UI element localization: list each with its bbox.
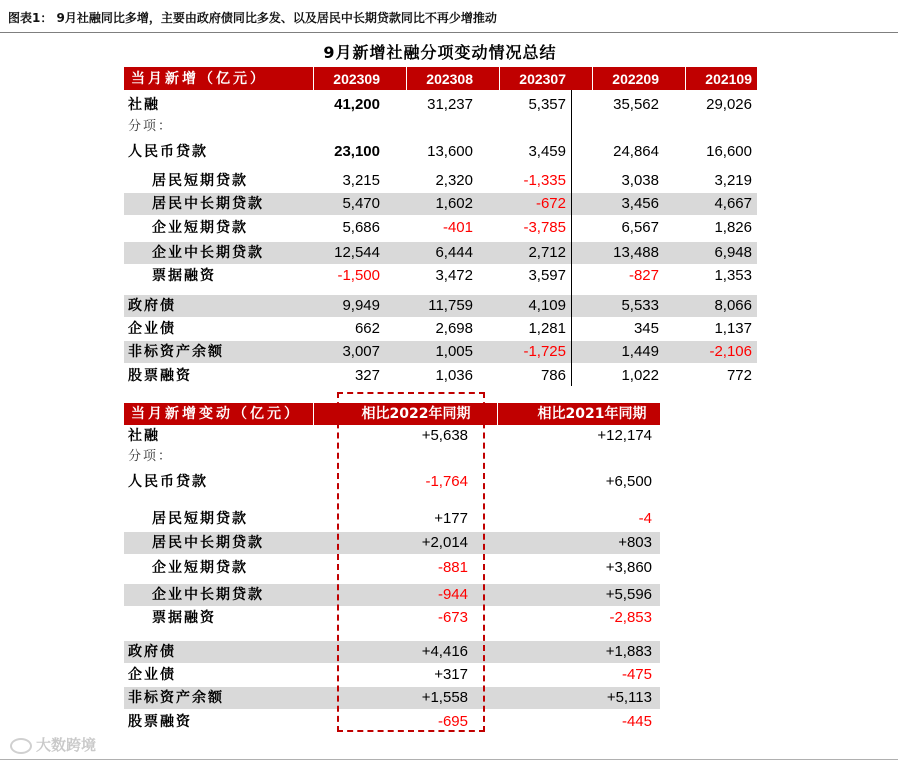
watermark [10, 734, 96, 755]
table2-cell: -881 [437, 559, 468, 576]
table1-cell: 13,488 [613, 244, 659, 261]
table1-cell: 1,036 [435, 367, 473, 384]
table2-row-label: 社融 [128, 428, 160, 444]
table1-cell: 6,444 [435, 244, 473, 261]
table1-cell: 24,864 [613, 143, 659, 160]
table1-header-separator [685, 67, 686, 90]
table1-cell: 6,948 [714, 244, 752, 261]
table2-row-label: 分项： [128, 449, 174, 464]
table1-row-label: 居民中长期贷款 [152, 196, 264, 212]
table1-cell: 1,137 [714, 320, 752, 337]
table2-row-label: 人民币贷款 [128, 474, 208, 490]
table1-cell: 3,215 [342, 172, 380, 189]
table2-cell: +177 [434, 510, 468, 527]
table1-cell: 5,686 [342, 219, 380, 236]
table1-cell: 1,602 [435, 195, 473, 212]
table1-cell: 4,667 [714, 195, 752, 212]
table1-cell: 786 [540, 367, 566, 384]
table1-cell: 1,022 [621, 367, 659, 384]
table2-row-label: 居民中长期贷款 [152, 535, 264, 551]
table1-cell: 5,470 [342, 195, 380, 212]
table1-cell: 35,562 [613, 96, 659, 113]
table2-row-label: 居民短期贷款 [152, 511, 248, 527]
table2-cell: +5,596 [605, 586, 652, 603]
table1-cell: 3,219 [714, 172, 752, 189]
table1-cell: 2,712 [528, 244, 566, 261]
table2-cell: -475 [621, 666, 652, 683]
table2-row-label: 企业短期贷款 [152, 560, 248, 576]
table1-header-separator [499, 67, 500, 90]
table2-cell: +5,638 [421, 427, 468, 444]
table1-row-label: 非标资产余额 [128, 344, 224, 360]
table1-cell: 12,544 [334, 244, 380, 261]
table1-cell: 2,698 [435, 320, 473, 337]
table1-cell: -401 [442, 219, 473, 236]
table2-cell: -673 [437, 609, 468, 626]
table-title: 9月新增社融分项变动情况总结 [323, 43, 557, 62]
table1-row-label: 人民币贷款 [128, 144, 208, 160]
table1-cell: 772 [726, 367, 752, 384]
table1-cell: 2,320 [435, 172, 473, 189]
table1-col-header-202209: 202209 [612, 71, 659, 87]
table1-cell: 1,826 [714, 219, 752, 236]
table1-row-label: 分项： [128, 119, 174, 134]
table1-row-label: 居民短期贷款 [152, 173, 248, 189]
table1-header-separator [592, 67, 593, 90]
figure-caption: 图表1： 9月社融同比多增，主要由政府债同比多发、以及居民中长期贷款同比不再少增推动 [8, 11, 497, 25]
table2-cell: -4 [638, 510, 652, 527]
table2-row-label: 企业中长期贷款 [152, 587, 264, 603]
table2-header-separator [497, 403, 498, 425]
table2-cell: -695 [437, 713, 468, 730]
table1-period-separator [571, 90, 572, 386]
table1-col-header-202109: 202109 [705, 71, 752, 87]
table1-row-label: 企业债 [128, 321, 176, 337]
table2-cell: -1,764 [425, 473, 468, 490]
table2-row-label: 非标资产余额 [128, 690, 224, 706]
table1-row-label: 票据融资 [152, 268, 216, 284]
table2-row-label: 股票融资 [128, 714, 192, 730]
table1-cell: -2,106 [709, 343, 752, 360]
table2-col-header-2021: 相比2021年同期 [537, 406, 647, 422]
table1-header-separator [406, 67, 407, 90]
table1-cell: 9,949 [342, 297, 380, 314]
table1-cell: -1,335 [523, 172, 566, 189]
table1-cell: 6,567 [621, 219, 659, 236]
table1-row-label: 社融 [128, 97, 160, 113]
table2-cell: +12,174 [597, 427, 652, 444]
table1-cell: 8,066 [714, 297, 752, 314]
footer-divider [0, 759, 898, 760]
table2-row-label: 企业债 [128, 667, 176, 683]
table1-cell: 16,600 [706, 143, 752, 160]
table1-cell: 31,237 [427, 96, 473, 113]
table1-col-header-202309: 202309 [333, 71, 380, 87]
table2-header-label: 当月新增变动（亿元） [131, 406, 301, 422]
table1-cell: 13,600 [427, 143, 473, 160]
watermark-text: 大数跨境 [36, 736, 97, 754]
table1-row-label: 政府债 [128, 298, 176, 314]
table1-row-label: 企业短期贷款 [152, 220, 248, 236]
watermark-logo-icon [10, 738, 32, 754]
table2-header-separator [313, 403, 314, 425]
caption-divider [0, 32, 898, 33]
table1-cell: -672 [535, 195, 566, 212]
table1-cell: -827 [628, 267, 659, 284]
table2-col-header-2022: 相比2022年同期 [361, 406, 471, 422]
table1-cell: 3,472 [435, 267, 473, 284]
table2-row-label: 票据融资 [152, 610, 216, 626]
table1-cell: 345 [633, 320, 659, 337]
table2-cell: +2,014 [421, 534, 468, 551]
table1-cell: 3,038 [621, 172, 659, 189]
table2-row-label: 政府债 [128, 644, 176, 660]
highlight-dashed-box [337, 392, 485, 732]
table1-header-separator [313, 67, 314, 90]
table2-cell: -445 [621, 713, 652, 730]
table2-cell: +317 [434, 666, 468, 683]
table1-cell: -3,785 [523, 219, 566, 236]
table1-cell: 3,597 [528, 267, 566, 284]
table1-cell: 4,109 [528, 297, 566, 314]
table1-col-header-202307: 202307 [519, 71, 566, 87]
table2-cell: +803 [618, 534, 652, 551]
table1-cell: 1,005 [435, 343, 473, 360]
table1-cell: 1,449 [621, 343, 659, 360]
table1-cell: 1,353 [714, 267, 752, 284]
table1-cell: 3,007 [342, 343, 380, 360]
table2-cell: +6,500 [605, 473, 652, 490]
table1-cell: 23,100 [334, 143, 380, 160]
figure-header [0, 0, 898, 30]
table1-row-label: 股票融资 [128, 368, 192, 384]
table2-cell: +1,558 [421, 689, 468, 706]
table1-cell: -1,500 [337, 267, 380, 284]
table1-cell: 3,456 [621, 195, 659, 212]
table1-cell: 5,533 [621, 297, 659, 314]
table2-cell: +3,860 [605, 559, 652, 576]
table1-cell: 11,759 [428, 297, 473, 314]
table2-cell: -944 [437, 586, 468, 603]
table1-cell: -1,725 [523, 343, 566, 360]
table2-cell: +1,883 [605, 643, 652, 660]
table1-col-header-202308: 202308 [426, 71, 473, 87]
table2-cell: +5,113 [606, 689, 652, 706]
table1-cell: 3,459 [528, 143, 566, 160]
table1-cell: 327 [354, 367, 380, 384]
table2-cell: +4,416 [421, 643, 468, 660]
table2-cell: -2,853 [609, 609, 652, 626]
table1-row-label: 企业中长期贷款 [152, 245, 264, 261]
table1-cell: 41,200 [334, 96, 380, 113]
table1-cell: 29,026 [706, 96, 752, 113]
table1-header-label: 当月新增（亿元） [131, 71, 267, 87]
table1-cell: 5,357 [528, 96, 566, 113]
table1-cell: 662 [354, 320, 380, 337]
table1-cell: 1,281 [528, 320, 566, 337]
